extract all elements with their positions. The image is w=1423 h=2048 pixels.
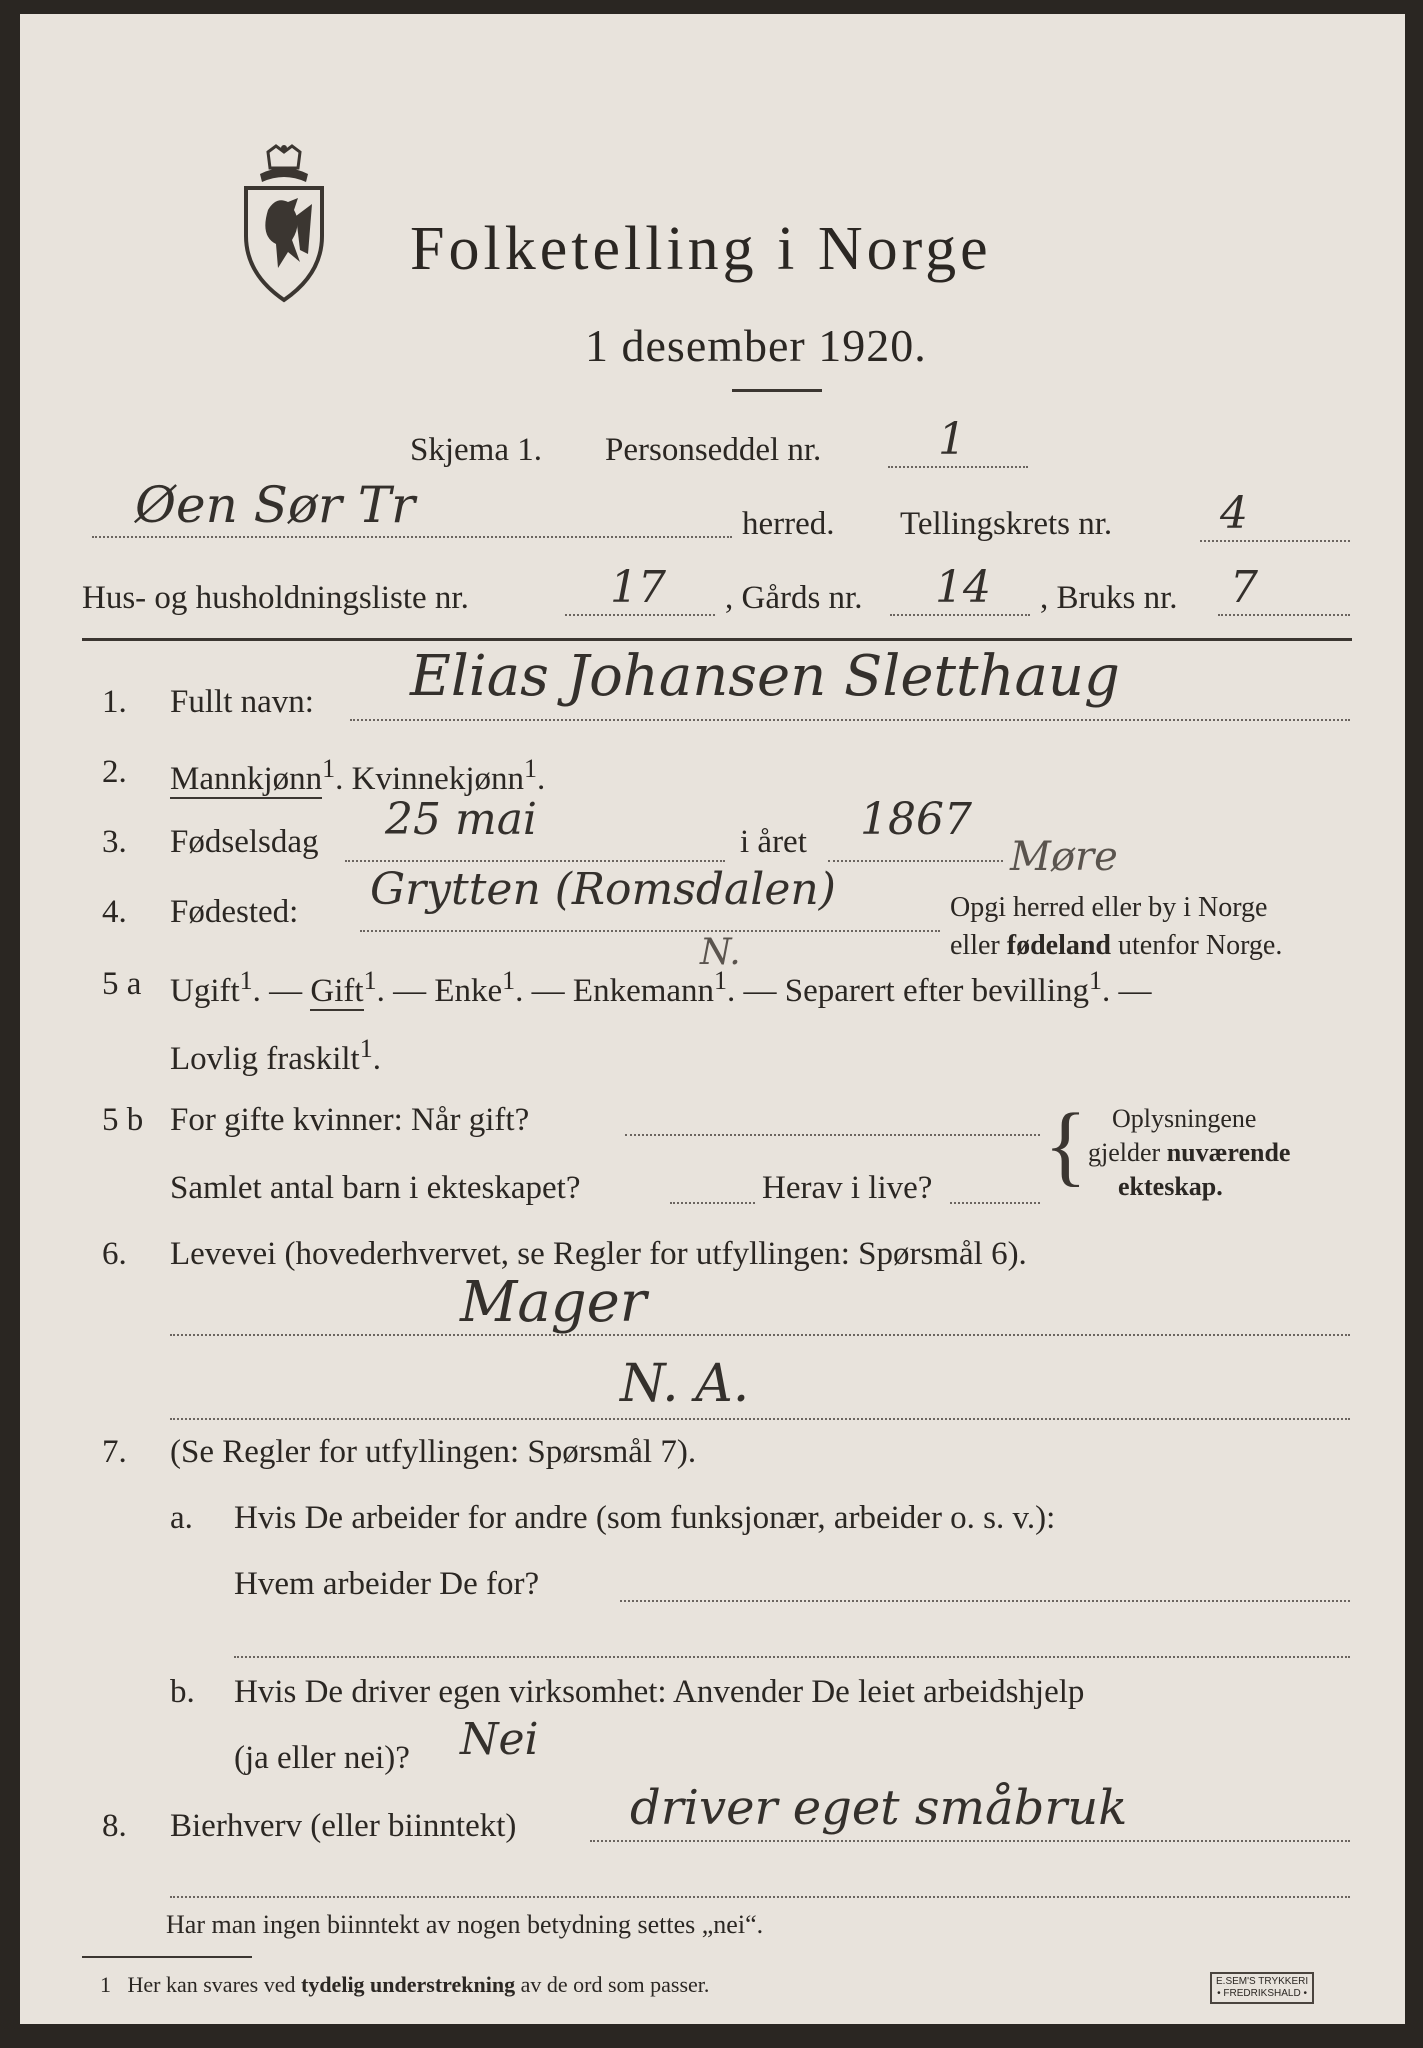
birthplace-note-2: eller fødeland utenfor Norge.: [950, 930, 1283, 961]
skjema-label: Skjema 1.: [410, 432, 542, 468]
full-name-value: Elias Johansen Sletthaug: [410, 644, 1120, 709]
norway-coat-of-arms-icon: [238, 144, 330, 304]
gards-label: , Gårds nr.: [725, 580, 863, 616]
q7b-label: Hvis De driver egen virksomhet: Anvender De leiet arbeidshjelp: [234, 1674, 1085, 1710]
personseddel-value: 1: [938, 414, 966, 465]
gards-value: 14: [935, 562, 991, 613]
hus-value: 17: [610, 562, 666, 613]
herred-label: herred.: [742, 506, 835, 542]
birthplace-value: Grytten (Romsdalen): [370, 864, 836, 915]
female-option: Kvinnekjønn: [351, 761, 524, 797]
enke-option: Enke: [434, 973, 503, 1009]
occupation-value-2: N. A.: [620, 1354, 750, 1414]
q7a-letter: a.: [170, 1500, 193, 1536]
side-income-label: Bierhverv (eller biinntekt): [170, 1808, 517, 1844]
header-divider: [82, 638, 1352, 641]
tellingskrets-value: 4: [1220, 488, 1248, 539]
children-label: Samlet antal barn i ekteskapet?: [170, 1170, 581, 1206]
married-when-label: For gifte kvinner: Når gift?: [170, 1102, 530, 1138]
bruks-value: 7: [1230, 562, 1258, 613]
occupation-label: Levevei (hovederhvervet, se Regler for utfyllingen: Spørsmål 6).: [170, 1236, 1027, 1272]
marriage-note-2: gjelder nuværende: [1088, 1138, 1291, 1167]
hired-help-label: (ja eller nei)?: [234, 1740, 410, 1776]
marital-status-row: Ugift$^1$. — Gift$^1$. — Enke$^1$. — Enkemann$^1$. — Separert efter bevilling$^1$. —: [170, 966, 1152, 1009]
birth-extra-value: Møre: [1010, 834, 1118, 880]
printer-stamp: E.SEM'S TRYKKERI • FREDRIKSHALD •: [1210, 1972, 1314, 2004]
year-label: i året: [740, 824, 807, 860]
hus-label: Hus- og husholdningsliste nr.: [82, 580, 469, 616]
male-option: Mannkjønn: [170, 761, 323, 797]
gift-option: Gift: [310, 973, 364, 1009]
birth-year-value: 1867: [860, 794, 972, 845]
birthplace-mark: N.: [700, 932, 741, 973]
gender-row: Mannkjønn$^1$. Kvinnekjønn$^1$.: [170, 754, 546, 797]
footer-divider: [82, 1956, 252, 1958]
marriage-note-3: ekteskap.: [1118, 1172, 1223, 1201]
birthday-label: Fødselsdag: [170, 824, 319, 860]
q7-label: (Se Regler for utfyllingen: Spørsmål 7).: [170, 1434, 697, 1470]
footer-note: Har man ingen biinntekt av nogen betydning settes „nei“.: [166, 1910, 764, 1939]
personseddel-label: Personseddel nr.: [605, 432, 822, 468]
occupation-value: Mager: [460, 1270, 647, 1335]
bruks-label: , Bruks nr.: [1040, 580, 1178, 616]
herred-value: Øen Sør Tr: [135, 476, 416, 534]
side-income-value: driver eget småbruk: [630, 1780, 1128, 1836]
census-date: 1 desember 1920.: [585, 320, 927, 371]
census-form: Folketelling i Norge 1 desember 1920. Skjema 1. Personseddel nr. 1 Øen Sør Tr herred. Tellingskrets nr. 4 Hus- og husholdningsliste nr. 17 , Gårds nr. 14 , Bruks nr. 7 1. Fullt navn: Elias Johansen Sletthaug 2. Mannkjønn$^1$. Kvinnekjønn$^1$. 3. Fødselsdag 25 mai i året 1867 Møre 4. Fødested: Grytten (Romsdalen) N. Opgi herred eller by i Norge eller fødeland utenfor Norge. 5 a Ugift$^1$. — Gift$^1$. — Enke$^1$. — Enkemann$^1$. — Separert efter bevilling$^1$. — Lovlig fraskilt$^1$. 5 b For gifte kvinner: Når gift? Samlet antal barn i ekteskapet? Herav i live? { Oplysningene gjelder nuværende ekteskap. 6. Levevei (hovederhvervet, se Regler for utfyllingen: Spørsmål 6). Mager N. A. 7. (Se Regler for utfyllingen: Spørsmål 7). a. Hvis De arbeider for andre (som funksjonær, arbeider o. s. v.): Hvem arbeider De for? b. Hvis De driver egen virksomhet: Anvender De leiet arbeidshjelp (ja eller nei)? Nei 8. Bierhverv (eller biinntekt) driver eget småbruk Har man ingen biinntekt av nogen betydning settes „nei“. 1 Her kan svares ved tydelig understrekning av de ord som passer. E.SEM'S TRYKKERI • FREDRIKSHALD •: [20, 14, 1405, 2024]
alive-label: Herav i live?: [762, 1170, 933, 1206]
birthday-value: 25 mai: [385, 794, 538, 845]
birthplace-note-1: Opgi herred eller by i Norge: [950, 892, 1268, 923]
form-title: Folketelling i Norge: [410, 215, 992, 283]
enkemann-option: Enkemann: [572, 973, 715, 1009]
q7b-letter: b.: [170, 1674, 195, 1710]
hired-help-value: Nei: [460, 1714, 539, 1765]
marriage-note-1: Oplysningene: [1112, 1104, 1257, 1133]
ugift-option: Ugift: [170, 973, 240, 1009]
employer-label: Hvem arbeider De for?: [234, 1566, 540, 1602]
title-divider: [732, 389, 822, 392]
footnote: 1 Her kan svares ved tydelig understrekning av de ord som passer.: [100, 1972, 710, 1997]
full-name-label: Fullt navn:: [170, 684, 314, 720]
brace: {: [1044, 1096, 1088, 1195]
fraskilt-option: Lovlig fraskilt$^1$.: [170, 1034, 381, 1077]
q7a-label: Hvis De arbeider for andre (som funksjonær, arbeider o. s. v.):: [234, 1500, 1056, 1536]
tellingskrets-label: Tellingskrets nr.: [900, 506, 1113, 542]
separert-option: Separert efter bevilling: [784, 973, 1089, 1009]
birthplace-label: Fødested:: [170, 894, 299, 930]
